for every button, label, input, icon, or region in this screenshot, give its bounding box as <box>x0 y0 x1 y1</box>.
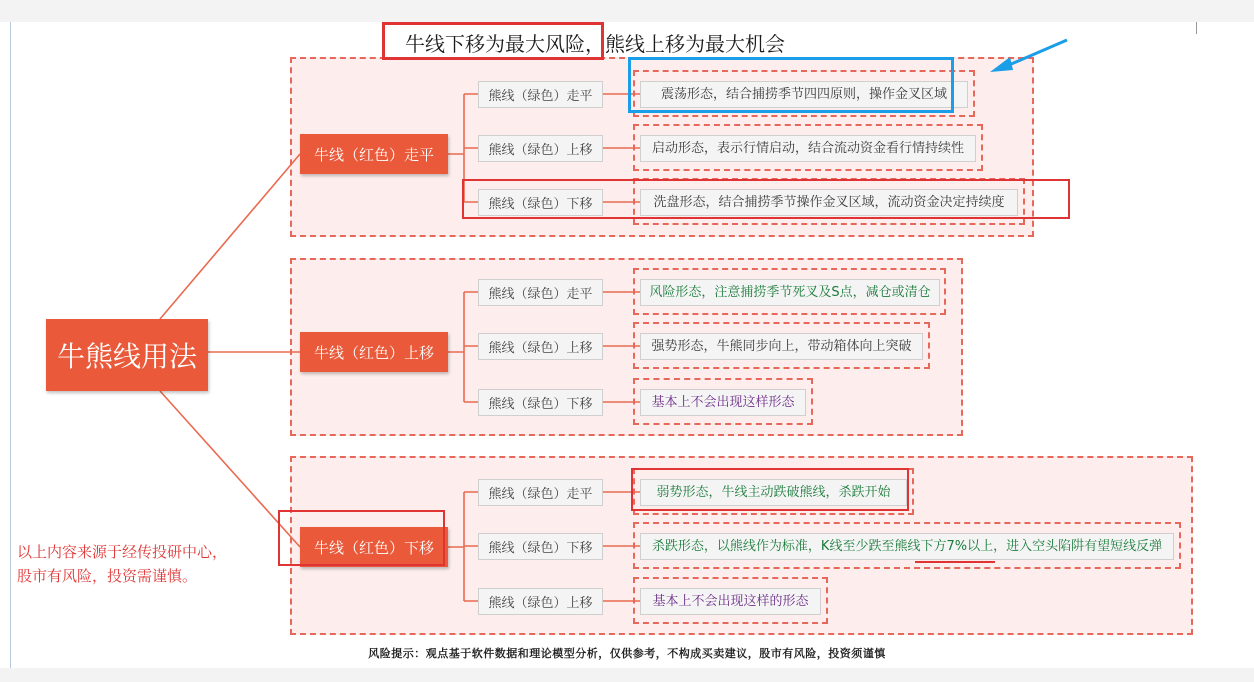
bear-node: 熊线（绿色）下移 <box>478 389 603 416</box>
title-highlight-box <box>382 22 604 60</box>
red-underline <box>915 561 995 563</box>
bear-node: 熊线（绿色）走平 <box>478 81 603 108</box>
red-highlight-box <box>278 510 445 566</box>
outcome-label: 杀跌形态，以熊线作为标准，K线至少跌至熊线下方7%以上，进入空头陷阱有望短线反弹 <box>640 533 1174 560</box>
outcome-label: 风险形态，注意捕捞季节死叉及S点，减仓或清仓 <box>640 279 940 306</box>
outcome-label: 洗盘形态，结合捕捞季节操作金叉区域，流动资金决定持续度 <box>640 189 1018 216</box>
blue-highlight-box <box>628 57 954 113</box>
outcome-label: 震荡形态，结合捕捞季节四四原则，操作金叉区域 <box>640 81 968 108</box>
bear-node: 熊线（绿色）走平 <box>478 279 603 306</box>
outcome-label: 弱势形态，牛线主动跌破熊线，杀跌开始 <box>640 479 907 506</box>
outcome-label: 基本上不会出现这样形态 <box>640 389 806 416</box>
bear-node: 熊线（绿色）下移 <box>478 189 603 216</box>
right-edge-mark <box>1196 22 1197 34</box>
outcome-label: 强势形态，牛熊同步向上，带动箱体向上突破 <box>640 333 923 360</box>
root-node: 牛熊线用法 <box>46 319 208 391</box>
bear-node: 熊线（绿色）上移 <box>478 333 603 360</box>
bull-node-up: 牛线（红色）上移 <box>300 332 448 372</box>
bull-node-down: 牛线（红色）下移 <box>300 527 448 567</box>
page-title: 牛线下移为最大风险，熊线上移为最大机会 <box>405 32 785 56</box>
source-note: 以上内容来源于经传投研中心， 股市有风险，投资需谨慎。 <box>17 543 228 585</box>
bear-node: 熊线（绿色）上移 <box>478 588 603 615</box>
bull-node-flat: 牛线（红色）走平 <box>300 134 448 174</box>
bear-node: 熊线（绿色）下移 <box>478 533 603 560</box>
bear-node: 熊线（绿色）走平 <box>478 479 603 506</box>
bear-node: 熊线（绿色）上移 <box>478 135 603 162</box>
red-highlight-box <box>631 468 909 511</box>
outcome-label: 基本上不会出现这样的形态 <box>640 588 821 615</box>
outcome-label: 启动形态，表示行情启动，结合流动资金看行情持续性 <box>640 135 976 162</box>
arrow-icon <box>990 40 1067 72</box>
red-highlight-box <box>462 179 1070 219</box>
risk-footer: 风险提示：观点基于软件数据和理论模型分析，仅供参考，不构成买卖建议，股市有风险，投资须谨慎 <box>368 647 886 660</box>
